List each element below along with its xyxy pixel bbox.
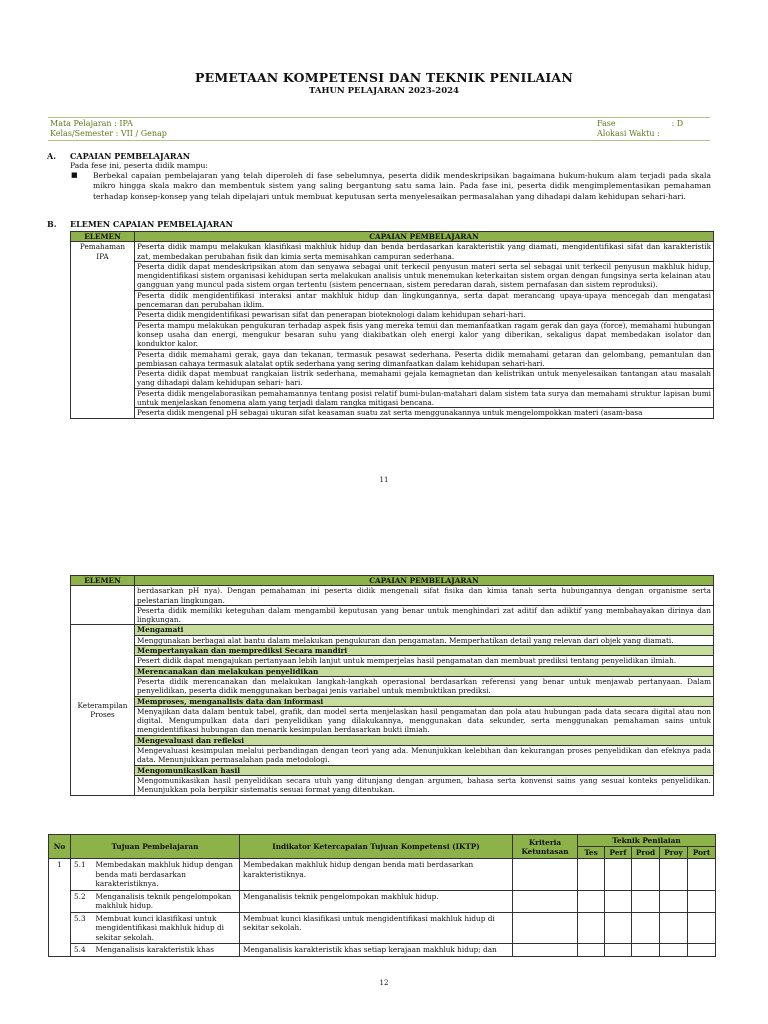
section-a-intro: Pada fese ini, peserta didik mampu:	[70, 161, 208, 170]
table-row: Peserta didik memahami gerak, gaya dan tekanan, termasuk pesawat sederhana. Peserta didik memahami getaran dan gelombang, pemantulan dan pembiasan cahaya termasuk alatalat optik sederhana yang sering dimanfaatkan dalam kehidupan sehari-hari.	[135, 349, 714, 369]
group-heading: Mengomunikasikan hasil	[135, 765, 714, 775]
table-capaian-page1	[70, 231, 714, 419]
table-row: Peserta didik dapat membuat rangkaian listrik sederhana, memahami gejala kemagnetan dan kelistrikan untuk menyelesaikan tantangan atau masalah yang dihadapi dalam kehidupan sehari- hari.	[135, 369, 714, 389]
group-heading: Mempertanyakan dan memprediksi Secara mandiri	[135, 646, 714, 656]
meta-phase: Fase : D	[597, 119, 684, 128]
col-header-tujuan: Tujuan Pembelajaran	[71, 835, 240, 859]
table-tujuan-pembelajaran	[48, 834, 716, 957]
proy-cell	[660, 859, 688, 891]
port-cell	[688, 859, 716, 891]
perf-cell	[605, 890, 632, 912]
tes-cell	[578, 859, 605, 891]
table-row: Menggunakan berbagai alat bantu dalam melakukan pengukuran dan pengamatan. Memperhatikan detail yang relevan dari objek yang diamati.	[135, 635, 714, 645]
prod-cell	[632, 890, 660, 912]
meta-time: Alokasi Waktu :	[597, 129, 660, 138]
prod-cell	[632, 944, 660, 957]
prod-cell	[632, 912, 660, 944]
port-cell	[688, 890, 716, 912]
tp-text: Menganalisis karakteristik khas	[93, 944, 240, 957]
col-header-elemen: ELEMEN	[71, 576, 135, 586]
prod-cell	[632, 859, 660, 891]
tes-cell	[578, 944, 605, 957]
table-row	[49, 859, 716, 891]
col-header-iktp: Indikator Ketercapaian Tujuan Kompetensi (IKTP)	[240, 835, 513, 859]
group-heading: Mengevaluasi dan refleksi	[135, 735, 714, 745]
col-header-elemen: ELEMEN	[71, 232, 135, 242]
col-header-port: Port	[688, 847, 716, 859]
col-header-teknik: Teknik Penilaian	[578, 835, 716, 847]
tp-text: Membedakan makhluk hidup dengan benda mati berdasarkan karakteristiknya.	[93, 859, 240, 891]
table-row: Peserta didik mampu melakukan klasifikasi makhluk hidup dan benda berdasarkan karakteristik yang diamati, mengidentifikasi sifat dan karakteristik zat, membedakan perubahan fisik dan kimia serta memisahkan campuran sederhana.	[135, 242, 714, 262]
kriteria-cell	[513, 944, 578, 957]
section-a-title: CAPAIAN PEMBELAJARAN	[70, 151, 191, 161]
proy-cell	[660, 944, 688, 957]
col-header-prod: Prod	[632, 847, 660, 859]
document-subtitle: TAHUN PELAJARAN 2023-2024	[309, 86, 459, 96]
table-row: Menyajikan data dalam bentuk tabel, grafik, dan model serta menjelaskan hasil pengamatan dan pola atau hubungan pada data secara digital atau non digital. Mengumpulkan data dari penyelidikan yang dilakukannya, menggunakan data sekunder, serta menggunakan pemahaman sains untuk mengidentifikasi hubungan dan menarik kesimpulan berdasarkan bukti ilmiah.	[135, 706, 714, 735]
table-row: Peserta didik mengidentifikasi interaksi antar makhluk hidup dan lingkungannya, serta dapat merancang upaya-upaya mencegah dan mengatasi pencemaran dan perubahan iklim.	[135, 290, 714, 310]
table-row	[49, 912, 716, 944]
table-row	[49, 944, 716, 957]
kriteria-cell	[513, 859, 578, 891]
table-row: Peserta didik mengenal pH sebagai ukuran sifat keasaman suatu zat serta menggunakannya untuk mengelompokkan materi (asam-basa	[135, 408, 714, 418]
proy-cell	[660, 890, 688, 912]
group-heading: Merencanakan dan melakukan penyelidikan	[135, 666, 714, 676]
page-number: 12	[379, 979, 389, 987]
iktp-text: Menganalisis teknik pengelompokan makhluk hidup.	[240, 890, 513, 912]
tp-number: 5.1	[71, 859, 93, 891]
page-number: 11	[379, 476, 389, 484]
kriteria-cell	[513, 912, 578, 944]
section-b-letter: B.	[47, 219, 57, 229]
table-row: Mengevaluasi kesimpulan melalui perbandingan dengan teori yang ada. Menunjukkan kelebihan dan kekurangan proses penyelidikan dan efeknya pada data. Menunjukkan permasalahan pada metodologi.	[135, 746, 714, 766]
table-row: Peserta didik merencanakan dan melakukan langkah-langkah operasional berdasarkan referensi yang benar untuk menjawab pertanyaan. Dalam penyelidikan, peserta didik menggunakan berbagai jenis variabel untuk membuktikan prediksi.	[135, 676, 714, 696]
col-header-proy: Proy	[660, 847, 688, 859]
table-capaian-page2	[70, 575, 714, 796]
element-cell-empty	[71, 586, 135, 625]
bullet-icon: ■	[71, 171, 78, 179]
perf-cell	[605, 912, 632, 944]
iktp-text: Membuat kunci klasifikasi untuk mengidentifikasi makhluk hidup di sekitar sekolah.	[240, 912, 513, 944]
section-a-bullet-text: Berbekal capaian pembelajaran yang telah diperoleh di fase sebelumnya, peserta didik mendeskripsikan bagaimana hukum-hukum alam terjadi pada skala mikro hingga skala makro dan membentuk sistem yang saling bergantung satu sama lain. Pada fase ini, peserta didik mengimplementasikan pemahaman terhadap konsep-konsep yang telah dipelajari untuk membuat keputusan serta menyelesaikan permasalahan yang dihadapi dalam kehidupan sehari-hari.	[93, 171, 711, 201]
col-header-no: No	[49, 835, 71, 859]
divider-bottom	[48, 140, 710, 141]
row-number: 1	[49, 859, 71, 957]
tp-number: 5.3	[71, 912, 93, 944]
element-cell: Pemahaman IPA	[71, 242, 135, 418]
table-row: Pesert didik dapat mengajukan pertanyaan lebih lanjut untuk memperjelas hasil pengamatan dan membuat prediksi tentang penyelidikan ilmiah.	[135, 656, 714, 666]
iktp-text: Menganalisis karakteristik khas setiap kerajaan makhluk hidup; dan	[240, 944, 513, 957]
col-header-capaian: CAPAIAN PEMBELAJARAN	[135, 576, 714, 586]
group-heading: Mengamati	[135, 625, 714, 635]
table-row: Peserta didik mengelaborasikan pemahamannya tentang posisi relatif bumi-bulan-matahari dalam sistem tata surya dan memahami struktur lapisan bumi untuk menjelaskan fenomena alam yang terjadi dalam rangka mitigasi bencana.	[135, 388, 714, 408]
perf-cell	[605, 944, 632, 957]
divider-top	[48, 117, 710, 118]
table-row: Peserta didik mengidentifikasi pewarisan sifat dan penerapan bioteknologi dalam kehidupan sehari-hari.	[135, 310, 714, 320]
tp-text: Menganalisis teknik pengelompokan makhluk hidup.	[93, 890, 240, 912]
proy-cell	[660, 912, 688, 944]
perf-cell	[605, 859, 632, 891]
element-cell: Keterampilan Proses	[71, 625, 135, 795]
table-row: berdasarkan pH nya). Dengan pemahaman ini peserta didik mengenali sifat fisika dan kimia tanah serta hubungannya dengan organisme serta pelestarian lingkungan.	[135, 586, 714, 606]
tp-number: 5.4	[71, 944, 93, 957]
table-row	[49, 890, 716, 912]
iktp-text: Membedakan makhluk hidup dengan benda mati berdasarkan karakteristiknya.	[240, 859, 513, 891]
col-header-kriteria: Kriteria Ketuntasan	[513, 835, 578, 859]
section-b-title: ELEMEN CAPAIAN PEMBELAJARAN	[70, 219, 233, 229]
table-row: Peserta didik memiliki keteguhan dalam mengambil keputusan yang benar untuk menghindari zat aditif dan adiktif yang membahayakan dirinya dan lingkungan.	[135, 605, 714, 625]
port-cell	[688, 912, 716, 944]
meta-subject: Mata Pelajaran : IPA	[50, 119, 133, 128]
meta-class: Kelas/Semester : VII / Genap	[50, 129, 167, 138]
kriteria-cell	[513, 890, 578, 912]
section-a-letter: A.	[47, 151, 56, 161]
table-row: Mengomunikasikan hasil penyelidikan secara utuh yang ditunjang dengan argumen, bahasa serta konvensi sains yang sesuai konteks penyelidikan. Menunjukkan pola berpikir sistematis sesuai format yang ditentukan.	[135, 775, 714, 795]
tp-text: Membuat kunci klasifikasi untuk mengidentifikasi makhluk hidup di sekitar sekolah.	[93, 912, 240, 944]
tp-number: 5.2	[71, 890, 93, 912]
group-heading: Memproses, menganalisis data dan informasi	[135, 696, 714, 706]
tes-cell	[578, 912, 605, 944]
col-header-capaian: CAPAIAN PEMBELAJARAN	[135, 232, 714, 242]
tes-cell	[578, 890, 605, 912]
table-row: Peserta mampu melakukan pengukuran terhadap aspek fisis yang mereka temui dan memanfaatkan ragam gerak dan gaya (force), memahami hubungan konsep usaha dan energi, mengukur besaran suhu yang diakibatkan oleh energi kalor yang diberikan, sekaligus dapat membedakan isolator dan konduktor kalor.	[135, 320, 714, 349]
table-row: Peserta didik dapat mendeskripsikan atom dan senyawa sebagai unit terkecil penyusun materi serta sel sebagai unit terkecil penyusun makhluk hidup, mengidentifikasi sistem organisasi kehidupan serta melakukan analisis untuk menemukan keterkaitan sistem organ dengan fungsinya serta kelainan atau gangguan yang muncul pada sistem organ tertentu (sistem pencernaan, sistem peredaran darah, sistem pernafasan dan sistem reproduksi).	[135, 261, 714, 290]
col-header-tes: Tes	[578, 847, 605, 859]
document-title: PEMETAAN KOMPETENSI DAN TEKNIK PENILAIAN	[195, 70, 573, 85]
col-header-perf: Perf	[605, 847, 632, 859]
port-cell	[688, 944, 716, 957]
